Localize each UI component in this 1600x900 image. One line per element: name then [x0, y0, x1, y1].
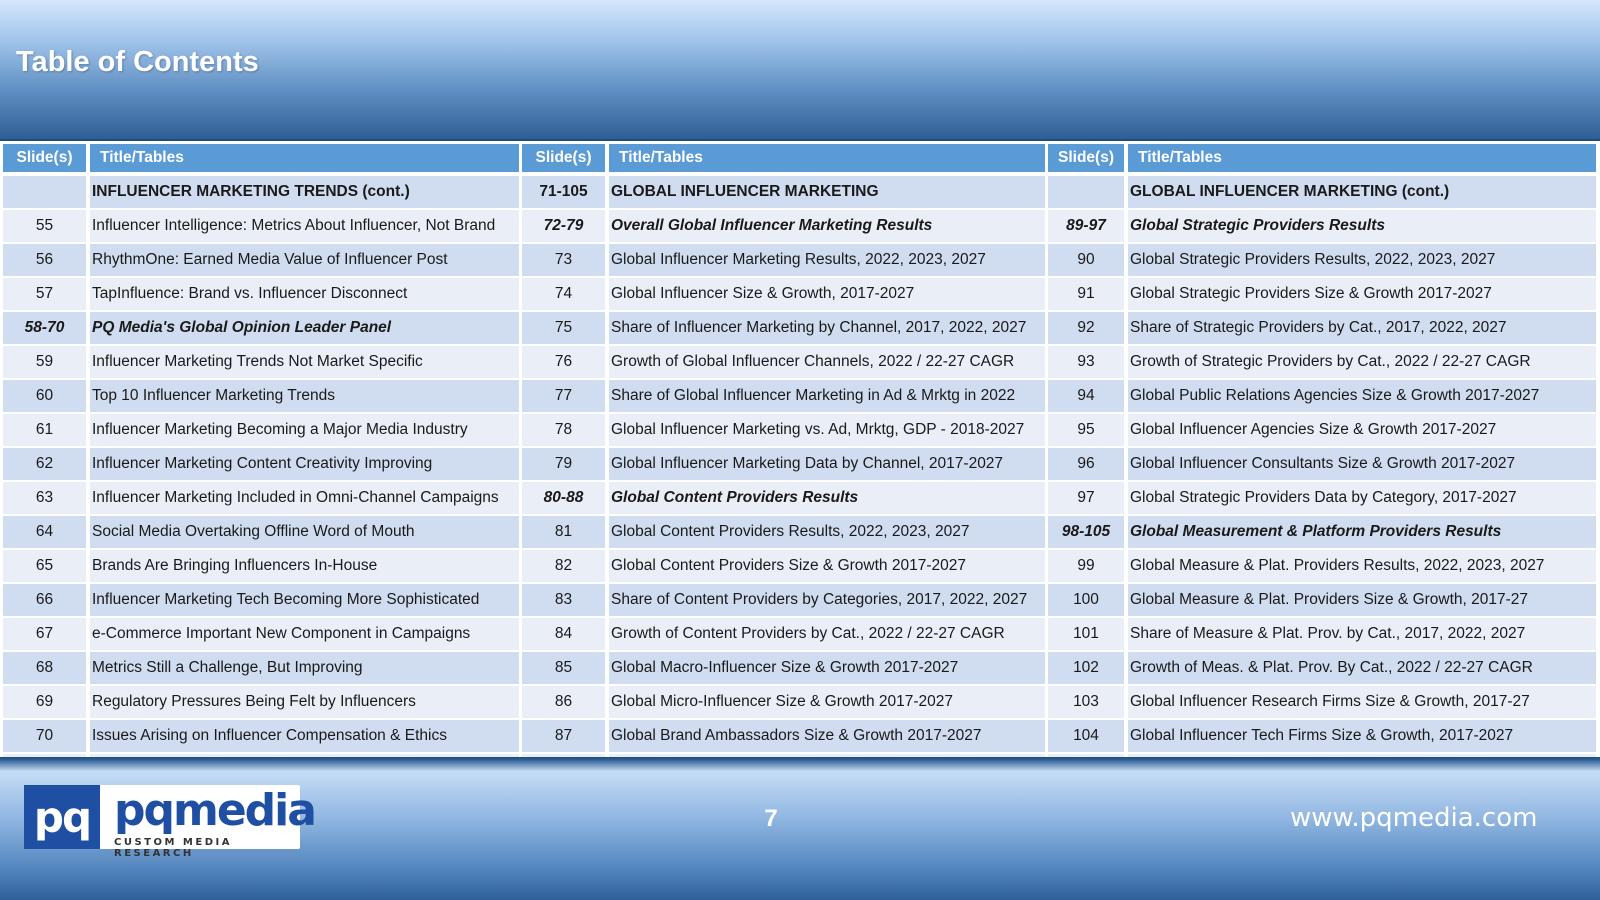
table-row	[1048, 448, 1600, 482]
slide-title: Top 10 Influencer Marketing Trends	[90, 380, 523, 414]
table-row	[1048, 482, 1600, 516]
toc-table	[1048, 144, 1600, 788]
slide-title: Global Macro-Influencer Size & Growth 2017-2027	[609, 652, 1049, 686]
slide-number: 102	[1048, 652, 1128, 686]
slide-number: 71-105	[522, 176, 609, 210]
table-row	[1048, 720, 1600, 754]
slide-number: 64	[3, 516, 90, 550]
table-row	[3, 482, 523, 516]
table-row	[3, 278, 523, 312]
logo-wordmark: pqmedia	[114, 785, 315, 836]
slide-number: 62	[3, 448, 90, 482]
pqmedia-logo	[24, 785, 315, 859]
slide-number: 55	[3, 210, 90, 244]
slide-number: 95	[1048, 414, 1128, 448]
slide-number: 86	[522, 686, 609, 720]
table-row	[522, 414, 1049, 448]
slide-title: Global Influencer Research Firms Size & Growth, 2017-27	[1128, 686, 1600, 720]
table-row	[522, 176, 1049, 210]
slide-number: 80-88	[522, 482, 609, 516]
slide-title: Influencer Marketing Tech Becoming More Sophisticated	[90, 584, 523, 618]
table-row	[522, 618, 1049, 652]
slide-number: 85	[522, 652, 609, 686]
table-row	[1048, 516, 1600, 550]
table-row	[3, 618, 523, 652]
slide-title: Global Measure & Plat. Providers Size & Growth, 2017-27	[1128, 584, 1600, 618]
slide-title: GLOBAL INFLUENCER MARKETING	[609, 176, 1049, 210]
slide-title: Global Influencer Marketing Results, 2022, 2023, 2027	[609, 244, 1049, 278]
table-row	[522, 584, 1049, 618]
table-row	[522, 550, 1049, 584]
slide-number: 82	[522, 550, 609, 584]
title-column-header: Title/Tables	[90, 144, 523, 176]
table-row	[1048, 380, 1600, 414]
table-row	[3, 414, 523, 448]
slide-title: PQ Media's Global Opinion Leader Panel	[90, 312, 523, 346]
slide-number: 83	[522, 584, 609, 618]
table-row	[3, 686, 523, 720]
slide-number: 74	[522, 278, 609, 312]
slide-title: Share of Measure & Plat. Prov. by Cat., 2017, 2022, 2027	[1128, 618, 1600, 652]
toc-table	[522, 144, 1049, 788]
slide-title: Social Media Overtaking Offline Word of Mouth	[90, 516, 523, 550]
slide-number	[3, 176, 90, 210]
slide-title: Overall Global Influencer Marketing Results	[609, 210, 1049, 244]
table-row	[1048, 346, 1600, 380]
table-row	[1048, 686, 1600, 720]
slide-number: 56	[3, 244, 90, 278]
table-row	[3, 312, 523, 346]
slide-title: Global Public Relations Agencies Size & Growth 2017-2027	[1128, 380, 1600, 414]
table-row	[3, 210, 523, 244]
slide-column-header: Slide(s)	[522, 144, 609, 176]
slide-number: 93	[1048, 346, 1128, 380]
slide-title: Share of Strategic Providers by Cat., 2017, 2022, 2027	[1128, 312, 1600, 346]
slide-title: Global Strategic Providers Data by Category, 2017-2027	[1128, 482, 1600, 516]
slide-title: Global Strategic Providers Size & Growth 2017-2027	[1128, 278, 1600, 312]
table-row	[522, 244, 1049, 278]
title-column-header: Title/Tables	[1128, 144, 1600, 176]
slide-number: 103	[1048, 686, 1128, 720]
slide-number: 78	[522, 414, 609, 448]
title-banner	[0, 0, 1600, 141]
slide-number: 79	[522, 448, 609, 482]
table-row	[522, 210, 1049, 244]
slide-title: Metrics Still a Challenge, But Improving	[90, 652, 523, 686]
slide-number: 58-70	[3, 312, 90, 346]
slide-title: Share of Content Providers by Categories, 2017, 2022, 2027	[609, 584, 1049, 618]
table-row	[522, 380, 1049, 414]
footer-banner	[0, 757, 1600, 900]
table-row	[522, 312, 1049, 346]
slide-title: Growth of Global Influencer Channels, 2022 / 22-27 CAGR	[609, 346, 1049, 380]
slide-number: 65	[3, 550, 90, 584]
slide-title: Global Influencer Marketing vs. Ad, Mrktg, GDP - 2018-2027	[609, 414, 1049, 448]
slide-number: 96	[1048, 448, 1128, 482]
table-row	[522, 686, 1049, 720]
table-row	[1048, 312, 1600, 346]
toc-column-3	[1048, 144, 1600, 788]
slide-title: RhythmOne: Earned Media Value of Influencer Post	[90, 244, 523, 278]
slide-title: Global Strategic Providers Results	[1128, 210, 1600, 244]
table-row	[522, 278, 1049, 312]
table-row	[1048, 278, 1600, 312]
logo-tagline: CUSTOM MEDIA RESEARCH	[114, 837, 232, 859]
slide-column-header: Slide(s)	[3, 144, 90, 176]
slide-title: e-Commerce Important New Component in Campaigns	[90, 618, 523, 652]
table-row	[1048, 652, 1600, 686]
slide-number: 81	[522, 516, 609, 550]
slide-title: GLOBAL INFLUENCER MARKETING (cont.)	[1128, 176, 1600, 210]
slide-title: Global Influencer Agencies Size & Growth 2017-2027	[1128, 414, 1600, 448]
slide-number: 63	[3, 482, 90, 516]
slide-number: 97	[1048, 482, 1128, 516]
table-row	[3, 346, 523, 380]
slide-number: 84	[522, 618, 609, 652]
table-row	[1048, 414, 1600, 448]
table-row	[1048, 618, 1600, 652]
slide-title: Influencer Marketing Becoming a Major Media Industry	[90, 414, 523, 448]
slide-title: Global Influencer Consultants Size & Growth 2017-2027	[1128, 448, 1600, 482]
table-row	[522, 516, 1049, 550]
slide-number: 92	[1048, 312, 1128, 346]
slide-title: Share of Global Influencer Marketing in Ad & Mrktg in 2022	[609, 380, 1049, 414]
slide-title: Global Influencer Size & Growth, 2017-2027	[609, 278, 1049, 312]
table-row	[3, 652, 523, 686]
slide-title: Influencer Marketing Trends Not Market Specific	[90, 346, 523, 380]
slide-number: 68	[3, 652, 90, 686]
slide-number: 104	[1048, 720, 1128, 754]
slide-number: 91	[1048, 278, 1128, 312]
slide-title: Global Measure & Plat. Providers Results, 2022, 2023, 2027	[1128, 550, 1600, 584]
page-title: Table of Contents	[16, 46, 259, 78]
slide-number: 87	[522, 720, 609, 754]
toc-table	[3, 144, 523, 788]
slide-number: 101	[1048, 618, 1128, 652]
slide-number: 76	[522, 346, 609, 380]
slide-number: 69	[3, 686, 90, 720]
slide-title: Global Influencer Tech Firms Size & Growth, 2017-2027	[1128, 720, 1600, 754]
slide-title: Influencer Marketing Content Creativity Improving	[90, 448, 523, 482]
table-row	[3, 720, 523, 754]
slide-title: Global Content Providers Results, 2022, 2023, 2027	[609, 516, 1049, 550]
title-column-header: Title/Tables	[609, 144, 1049, 176]
slide-number: 57	[3, 278, 90, 312]
slide-number: 61	[3, 414, 90, 448]
slide-number: 67	[3, 618, 90, 652]
slide-number: 94	[1048, 380, 1128, 414]
slide-title: Global Content Providers Size & Growth 2017-2027	[609, 550, 1049, 584]
slide-title: Global Micro-Influencer Size & Growth 2017-2027	[609, 686, 1049, 720]
table-row	[3, 516, 523, 550]
toc-column-1	[3, 144, 523, 788]
slide-number: 90	[1048, 244, 1128, 278]
table-row	[1048, 584, 1600, 618]
slide-title: Growth of Meas. & Plat. Prov. By Cat., 2022 / 22-27 CAGR	[1128, 652, 1600, 686]
slide-number	[1048, 176, 1128, 210]
slide-title: INFLUENCER MARKETING TRENDS (cont.)	[90, 176, 523, 210]
table-row	[1048, 550, 1600, 584]
slide-number: 70	[3, 720, 90, 754]
logo-mark: pq	[24, 785, 100, 849]
slide-number: 100	[1048, 584, 1128, 618]
slide-title: Global Influencer Marketing Data by Channel, 2017-2027	[609, 448, 1049, 482]
slide-number: 72-79	[522, 210, 609, 244]
table-row	[522, 482, 1049, 516]
slide-title: Influencer Intelligence: Metrics About Influencer, Not Brand	[90, 210, 523, 244]
slide-number: 75	[522, 312, 609, 346]
slide-number: 66	[3, 584, 90, 618]
slide-number: 59	[3, 346, 90, 380]
slide-number: 60	[3, 380, 90, 414]
slide-title: Growth of Strategic Providers by Cat., 2022 / 22-27 CAGR	[1128, 346, 1600, 380]
slide-title: Global Content Providers Results	[609, 482, 1049, 516]
page-number: 7	[764, 805, 778, 832]
table-row	[3, 448, 523, 482]
slide-title: TapInfluence: Brand vs. Influencer Disconnect	[90, 278, 523, 312]
slide-number: 73	[522, 244, 609, 278]
table-row	[1048, 176, 1600, 210]
table-row	[1048, 244, 1600, 278]
slide-title: Issues Arising on Influencer Compensation & Ethics	[90, 720, 523, 754]
table-row	[3, 244, 523, 278]
slide-title: Influencer Marketing Included in Omni-Channel Campaigns	[90, 482, 523, 516]
table-row	[3, 584, 523, 618]
slide-column-header: Slide(s)	[1048, 144, 1128, 176]
table-row	[522, 346, 1049, 380]
slide-number: 98-105	[1048, 516, 1128, 550]
table-row	[3, 550, 523, 584]
slide-title: Global Brand Ambassadors Size & Growth 2017-2027	[609, 720, 1049, 754]
toc-column-2	[522, 144, 1049, 788]
slide-number: 99	[1048, 550, 1128, 584]
slide-number: 89-97	[1048, 210, 1128, 244]
table-row	[522, 652, 1049, 686]
table-row	[522, 448, 1049, 482]
slide-title: Regulatory Pressures Being Felt by Influencers	[90, 686, 523, 720]
table-row	[3, 380, 523, 414]
slide-title: Brands Are Bringing Influencers In-House	[90, 550, 523, 584]
slide-title: Growth of Content Providers by Cat., 2022 / 22-27 CAGR	[609, 618, 1049, 652]
slide-title: Global Measurement & Platform Providers Results	[1128, 516, 1600, 550]
website-link[interactable]: www.pqmedia.com	[1290, 803, 1538, 833]
slide-number: 77	[522, 380, 609, 414]
table-row	[3, 176, 523, 210]
table-row	[1048, 210, 1600, 244]
slide-title: Global Strategic Providers Results, 2022, 2023, 2027	[1128, 244, 1600, 278]
slide-title: Share of Influencer Marketing by Channel, 2017, 2022, 2027	[609, 312, 1049, 346]
table-row	[522, 720, 1049, 754]
